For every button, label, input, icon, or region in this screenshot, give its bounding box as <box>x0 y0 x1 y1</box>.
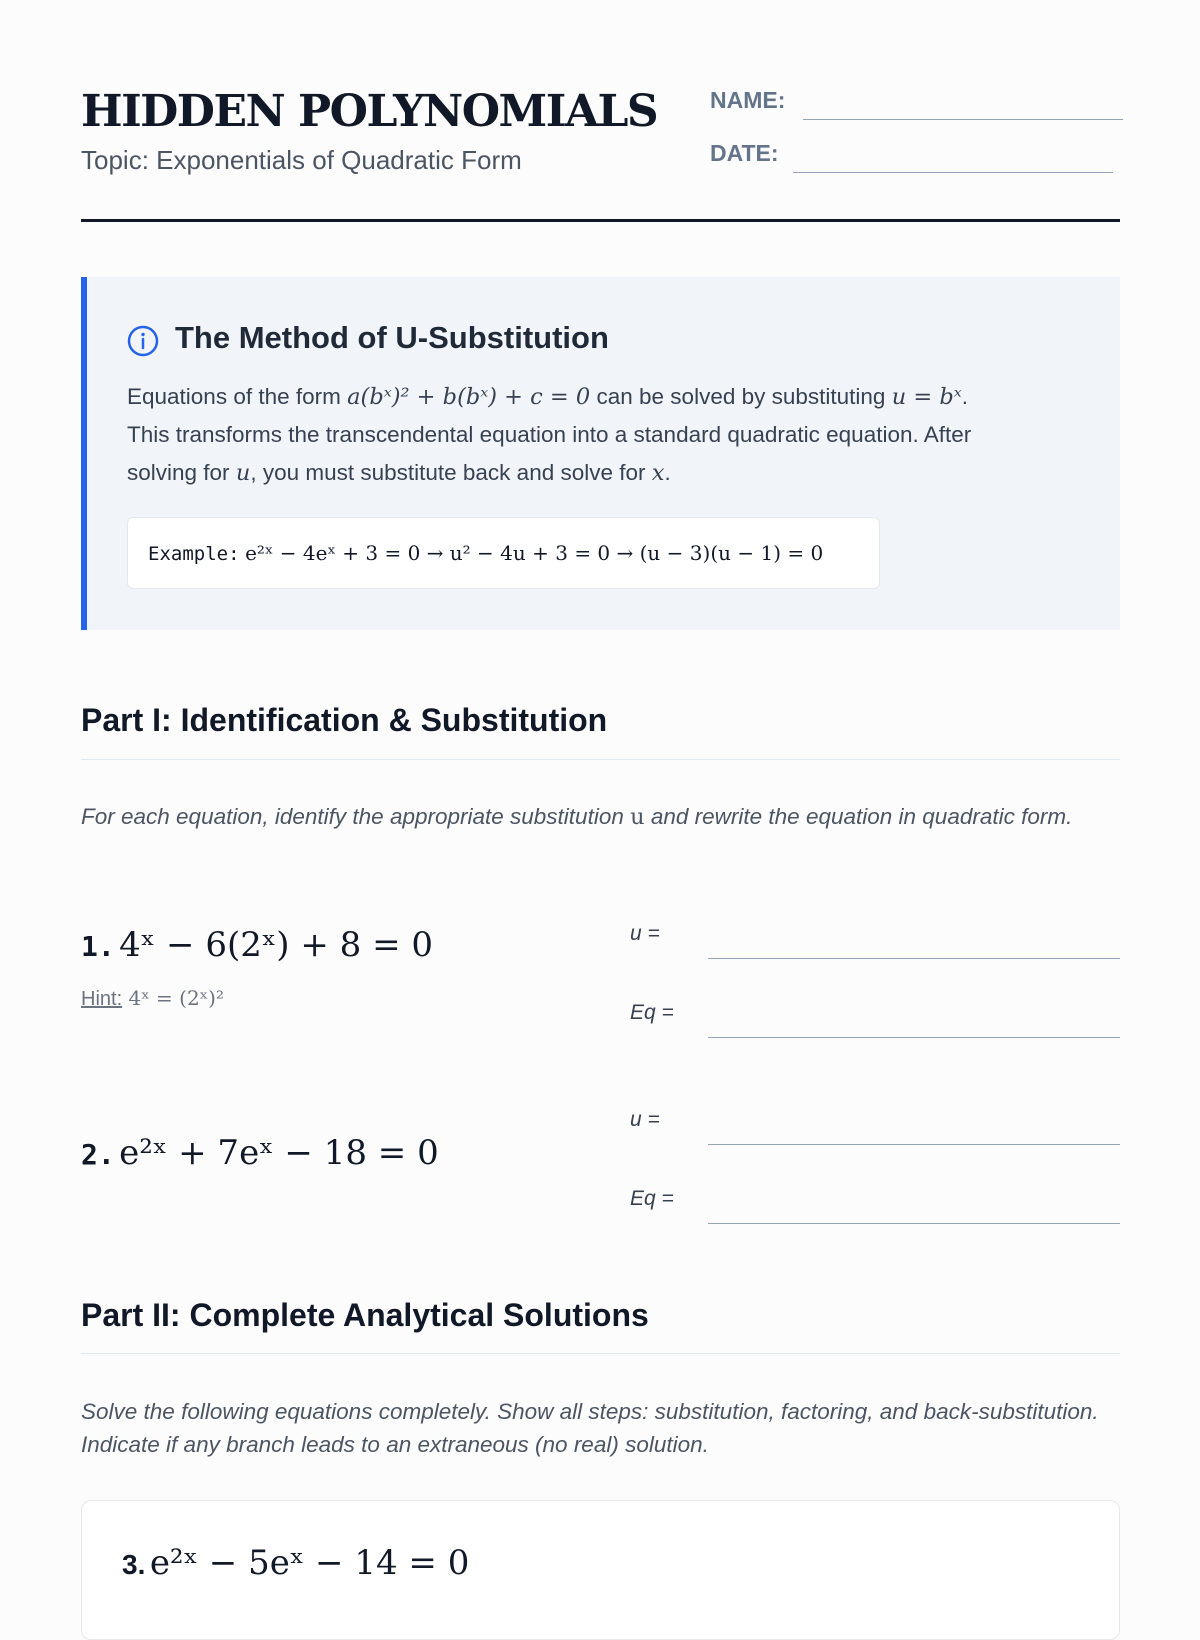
u-label: u = <box>630 922 660 945</box>
u-answer-field[interactable] <box>708 958 1120 959</box>
question-number: 3. <box>122 1549 146 1580</box>
worksheet-topic: Topic: Exponentials of Quadratic Form <box>81 145 522 175</box>
question-1 <box>81 925 433 965</box>
callout-line-3: solving for u, you must substitute back and solve for x. <box>127 460 671 486</box>
form-equation: a(bˣ)² + b(bˣ) + c = 0 <box>347 384 591 410</box>
u-label: u = <box>630 1108 660 1131</box>
date-label: DATE: <box>710 140 779 166</box>
callout-paragraph <box>127 378 1087 492</box>
eq-answer-field[interactable] <box>708 1223 1120 1224</box>
part1-divider <box>81 759 1120 760</box>
question-number: 1. <box>81 930 115 963</box>
question-3 <box>122 1543 469 1583</box>
question-2 <box>81 1133 439 1173</box>
question-number: 2. <box>81 1138 115 1171</box>
part2-heading: Part II: Complete Analytical Solutions <box>81 1297 649 1333</box>
part2-instructions: Solve the following equations completely. Show all steps: substitution, factoring, and back-substitution. Indicate if any branch leads to an extraneous (no real) solution. <box>81 1399 1099 1457</box>
name-field[interactable] <box>803 119 1123 120</box>
question-equation: e²ˣ − 5eˣ − 14 = 0 <box>149 1543 470 1583</box>
eq-label: Eq = <box>630 1001 674 1024</box>
callout-line-2: This transforms the transcendental equation into a standard quadratic equation. After <box>127 422 972 447</box>
example-label: Example: <box>148 543 240 565</box>
callout-title: The Method of U-Substitution <box>175 320 609 355</box>
question-equation: e²ˣ + 7eˣ − 18 = 0 <box>119 1133 439 1173</box>
example-equation: e²ˣ − 4eˣ + 3 = 0 → u² − 4u + 3 = 0 → (u − 3)(u − 1) = 0 <box>245 541 824 565</box>
info-icon <box>127 325 159 357</box>
header-divider <box>81 219 1120 222</box>
callout-line-1: Equations of the form a(bˣ)² + b(bˣ) + c = 0 can be solved by substituting u = bˣ. <box>127 384 968 410</box>
date-field[interactable] <box>793 172 1113 173</box>
u-answer-field[interactable] <box>708 1144 1120 1145</box>
eq-answer-field[interactable] <box>708 1037 1120 1038</box>
substitution-formula: u = bˣ <box>891 384 962 410</box>
part1-instructions: For each equation, identify the appropriate substitution u and rewrite the equation in quadratic form. <box>81 804 1073 830</box>
question-equation: 4ˣ − 6(2ˣ) + 8 = 0 <box>119 925 433 965</box>
hint: Hint: 4ˣ = (2ˣ)² <box>81 986 224 1010</box>
part2-divider <box>81 1353 1120 1354</box>
part1-heading: Part I: Identification & Substitution <box>81 702 608 738</box>
name-label: NAME: <box>710 87 786 113</box>
example-box <box>127 517 880 589</box>
worksheet-title: HIDDEN POLYNOMIALS <box>81 86 658 137</box>
eq-label: Eq = <box>630 1187 674 1210</box>
